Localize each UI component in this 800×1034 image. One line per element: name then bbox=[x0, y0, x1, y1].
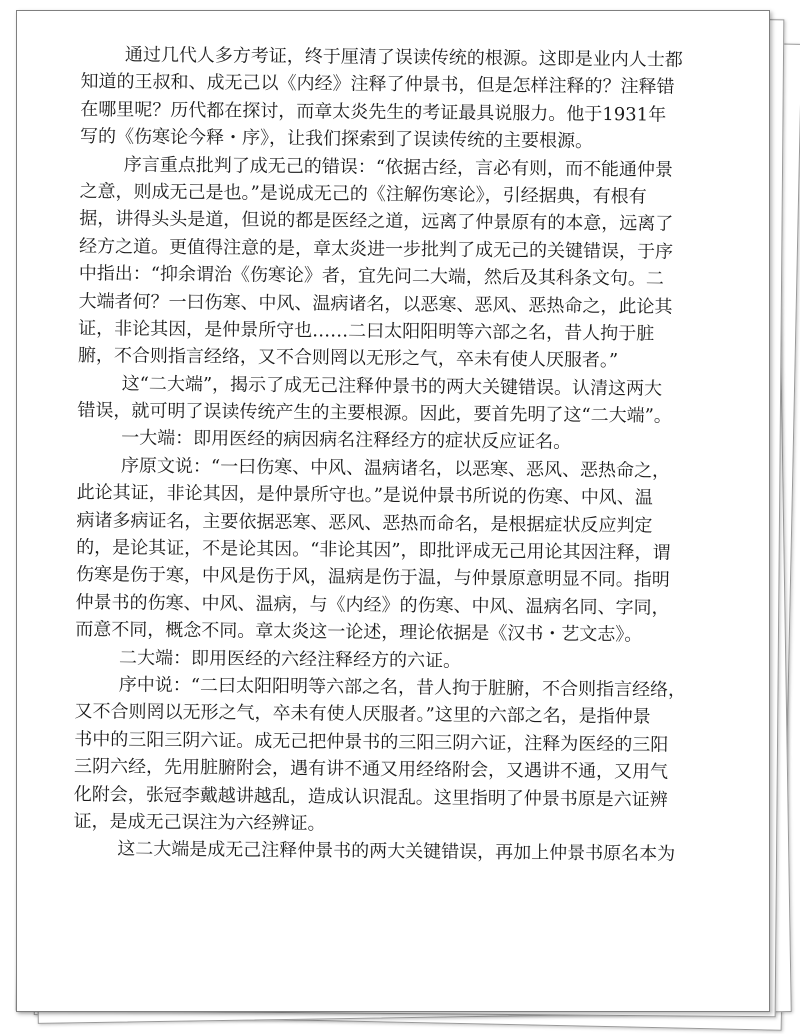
text-line: 仲景书的伤寒、中风、温病，与《内经》的伤寒、中风、温病名同、字同， bbox=[75, 591, 670, 619]
text-line: 错误，就可明了误读传统产生的主要根源。因此，要首先明了这“二大端”。 bbox=[77, 400, 672, 427]
text-line: 知道的王叔和、成无己以《内经》注释了仲景书，但是怎样注释的？注释错 bbox=[80, 71, 675, 99]
text-line: 序中说：“二曰太阳阳明等六部之名，昔人拘于脏腑，不合则指言经络， bbox=[118, 674, 687, 701]
text-line: 三阴六经，先用脏腑附会，遇有讲不通又用经络附会，又遇讲不通，又用气 bbox=[73, 756, 669, 783]
text-line: 序言重点批判了成无己的错误：“依据古经，言必有则，而不能通仲景 bbox=[123, 153, 674, 181]
text-line: 经方之道。更值得注意的是，章太炎进一步批判了成无己的关键错误，于序 bbox=[78, 235, 674, 263]
text-line: 证，非论其因，是仲景所守也……二曰太阳阳明等六部之名，昔人拘于脏 bbox=[78, 317, 655, 345]
text-line: 此论其证，非论其因，是仲景所守也。”是说仲景书所说的伤寒、中风、温 bbox=[76, 482, 653, 509]
text-line: 写的《伤寒论今释・序》，让我们探索到了误读传统的主要根源。 bbox=[79, 126, 594, 153]
text-line: 之意，则成无己是也。”是说成无己的《注解伤寒论》，引经据典，有根有 bbox=[79, 180, 647, 208]
text-line: 的，是论其证，不是论其因。“非论其因”，即批评成无己用论其因注释，谓 bbox=[76, 537, 671, 564]
text-line: 序原文说：“一曰伤寒、中风、温病诸名，以恶寒、恶风、恶热命之， bbox=[120, 455, 671, 482]
text-line: 腑，不合则指言经络，又不合则罔以无形之气，卒未有使人厌服者。” bbox=[77, 345, 619, 372]
text-line: 书中的三阳三阴六证。成无己把仲景书的三阳三阴六证，注释为医经的三阳 bbox=[74, 728, 669, 756]
text-line: 通过几代人多方考证，终于厘清了误读传统的根源。这即是业内人士都 bbox=[124, 44, 683, 71]
text-line: 病诸多病证名，主要依据恶寒、恶风、恶热而命名，是根据症状反应判定 bbox=[76, 509, 653, 537]
text-line: 一大端：即用医经的病因病名注释经方的症状反应证名。 bbox=[121, 427, 572, 454]
text-line: 在哪里呢？历代都在探讨，而章太炎先生的考证最具说服力。他于1931年 bbox=[80, 98, 667, 126]
text-line: 二大端：即用医经的六经注释经方的六证。 bbox=[118, 646, 462, 672]
text-line: 化附会，张冠李戴越讲越乱，造成认识混乱。这里指明了仲景书原是六证辨 bbox=[73, 783, 668, 811]
text-line: 大端者何？一曰伤寒、中风、温病诸名，以恶寒、恶风、恶热命之，此论其 bbox=[78, 290, 673, 318]
text-line: 这二大端是成无己注释仲景书的两大关键错误，再加上仲景书原名本为 bbox=[117, 838, 676, 866]
text-line: 据，讲得头头是道，但说的都是医经之道，远离了仲景原有的本意，远离了 bbox=[79, 208, 674, 236]
text-line: 中指出：“抑余谓治《伤寒论》者，宜先问二大端，然后及其科条文句。二 bbox=[78, 263, 665, 290]
text-line: 伤寒是伤于寒，中风是伤于风，温病是伤于温，与仲景原意明显不同。指明 bbox=[75, 564, 670, 592]
body-text bbox=[73, 41, 721, 869]
book-page bbox=[16, 10, 770, 1012]
text-line: 这“二大端”，揭示了成无己注释仲景书的两大关键错误。认清这两大 bbox=[121, 373, 663, 400]
text-line: 而意不同，概念不同。章太炎这一论述，理论依据是《汉书・艺文志》。 bbox=[75, 619, 643, 646]
text-line: 又不合则罔以无形之气，卒未有使人厌服者。”这里的六部之名，是指仲景 bbox=[74, 701, 651, 728]
text-line: 证，是成无己误注为六经辨证。 bbox=[73, 810, 326, 835]
